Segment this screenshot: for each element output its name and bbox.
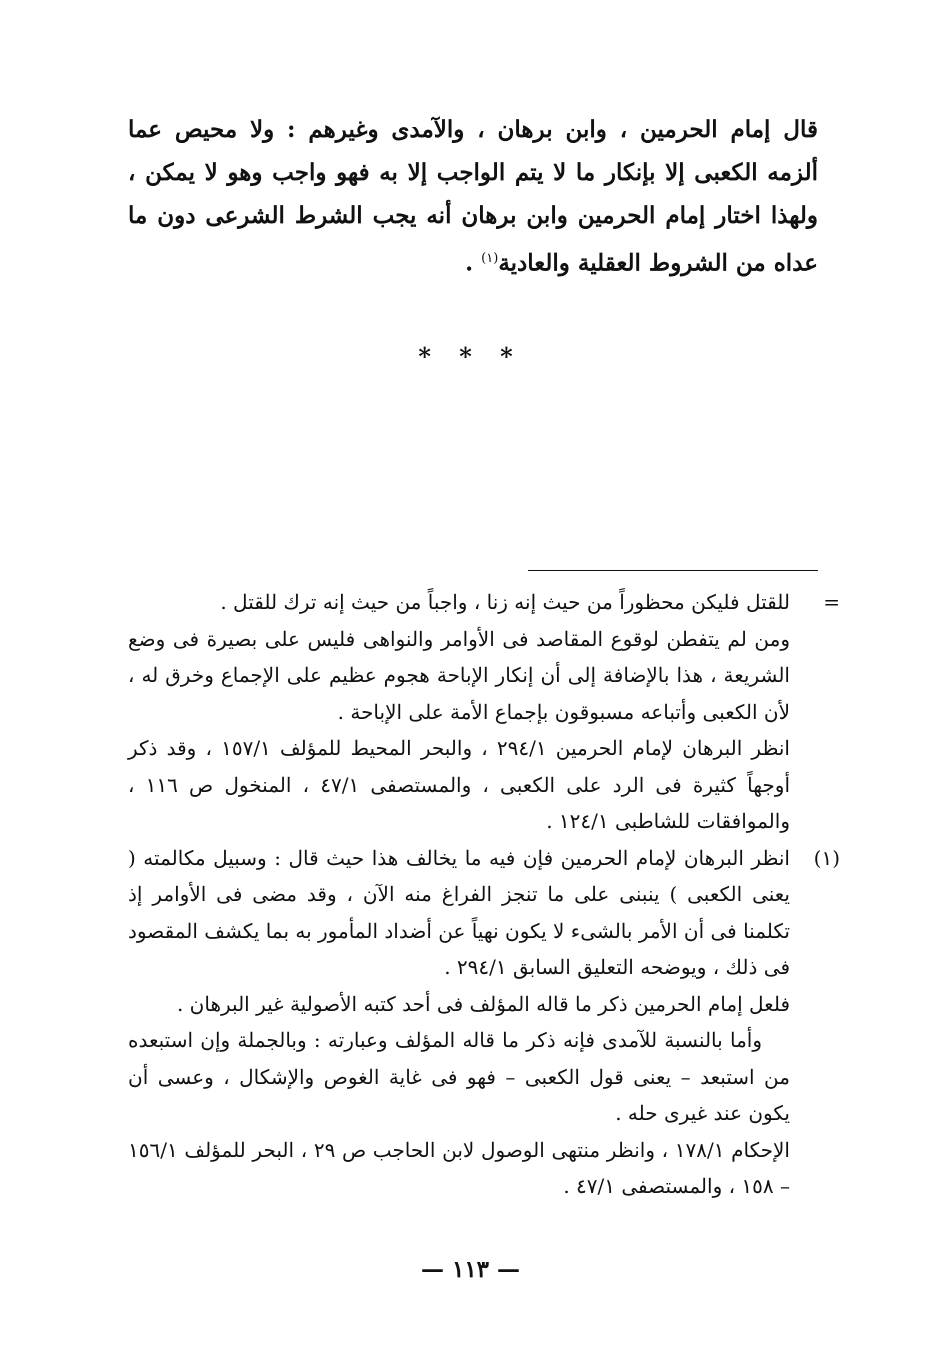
footnote-divider xyxy=(528,570,818,571)
footnote-1-body xyxy=(128,840,790,1205)
main-paragraph-text: قال إمام الحرمين ، وابن برهان ، والآمدى وغيرهم : ولا محيص عما ألزمه الكعبى إلا بإنكار ما لا يتم الواجب إلا به فهو واجب وهو لا يمكن ، ولهذا اختار إمام الحرمين وابن برهان أنه يجب الشرط الشرعى دون ما عداه من الشروط العقلية والعادية xyxy=(128,116,818,277)
main-paragraph xyxy=(128,108,818,285)
continuation-marker: = xyxy=(823,590,840,614)
footnotes-section xyxy=(128,584,840,1205)
continuation-paragraph: ومن لم يتفطن لوقوع المقاصد فى الأوامر والنواهى فليس على بصيرة فى وضع الشريعة ، هذا بالإضافة إلى أن إنكار الإباحة هجوم عظيم على الإجماع وخرق له ، لأن الكعبى وأتباعه مسبوقون بإجماع الأمة على الإباحة . xyxy=(128,626,790,724)
page-number: — ١١٣ — xyxy=(420,1256,521,1283)
main-text-block xyxy=(128,108,818,285)
footnote-1 xyxy=(128,840,840,1205)
footnote-reference: (١) xyxy=(481,251,499,266)
footnote-1-marker: (١) xyxy=(813,845,840,870)
section-separator: * * * xyxy=(418,342,523,371)
footnote-continuation xyxy=(128,584,840,840)
continuation-paragraph: للقتل فليكن محظوراً من حيث إنه زنا ، واجباً من حيث إنه ترك للقتل . xyxy=(220,590,790,614)
continuation-body xyxy=(128,584,790,840)
footnote-1-paragraph: انظر البرهان لإمام الحرمين فإن فيه ما يخالف هذا حيث قال : وسبيل مكالمته ( يعنى الكعبى ) ينبنى على ما تنجز الفراغ منه الآن ، وقد مضى فى الأوامر إذ تكلمنا فى أن الأمر بالشىء لا يكون نهياً عن أضداد المأمور به بما يكشف المقصود فى ذلك ، ويوضحه التعليق السابق ٢٩٤/١ . xyxy=(128,845,790,979)
main-paragraph-end: . xyxy=(465,249,482,277)
footnote-1-paragraph: فلعل إمام الحرمين ذكر ما قاله المؤلف فى أحد كتبه الأصولية غير البرهان . xyxy=(176,991,790,1016)
continuation-paragraph: انظر البرهان لإمام الحرمين ٢٩٤/١ ، والبحر المحيط للمؤلف ١٥٧/١ ، وقد ذكر أوجهاً كثيرة فى الرد على الكعبى ، والمستصفى ٤٧/١ ، المنخول ص ١١٦ ، والموافقات للشاطبى ١٢٤/١ . xyxy=(128,736,791,833)
footnote-1-paragraph: وأما بالنسبة للآمدى فإنه ذكر ما قاله المؤلف وعبارته : وبالجملة وإن استبعده من استبعد – يعنى قول الكعبى – فهو فى غاية الغوص والإشكال ، وعسى أن يكون عند غيرى حله . xyxy=(128,1028,790,1125)
footnote-1-paragraph: الإحكام ١٧٨/١ ، وانظر منتهى الوصول لابن الحاجب ص ٢٩ ، البحر للمؤلف ١٥٦/١ – ١٥٨ ، والمستصفى ٤٧/١ . xyxy=(128,1137,790,1198)
